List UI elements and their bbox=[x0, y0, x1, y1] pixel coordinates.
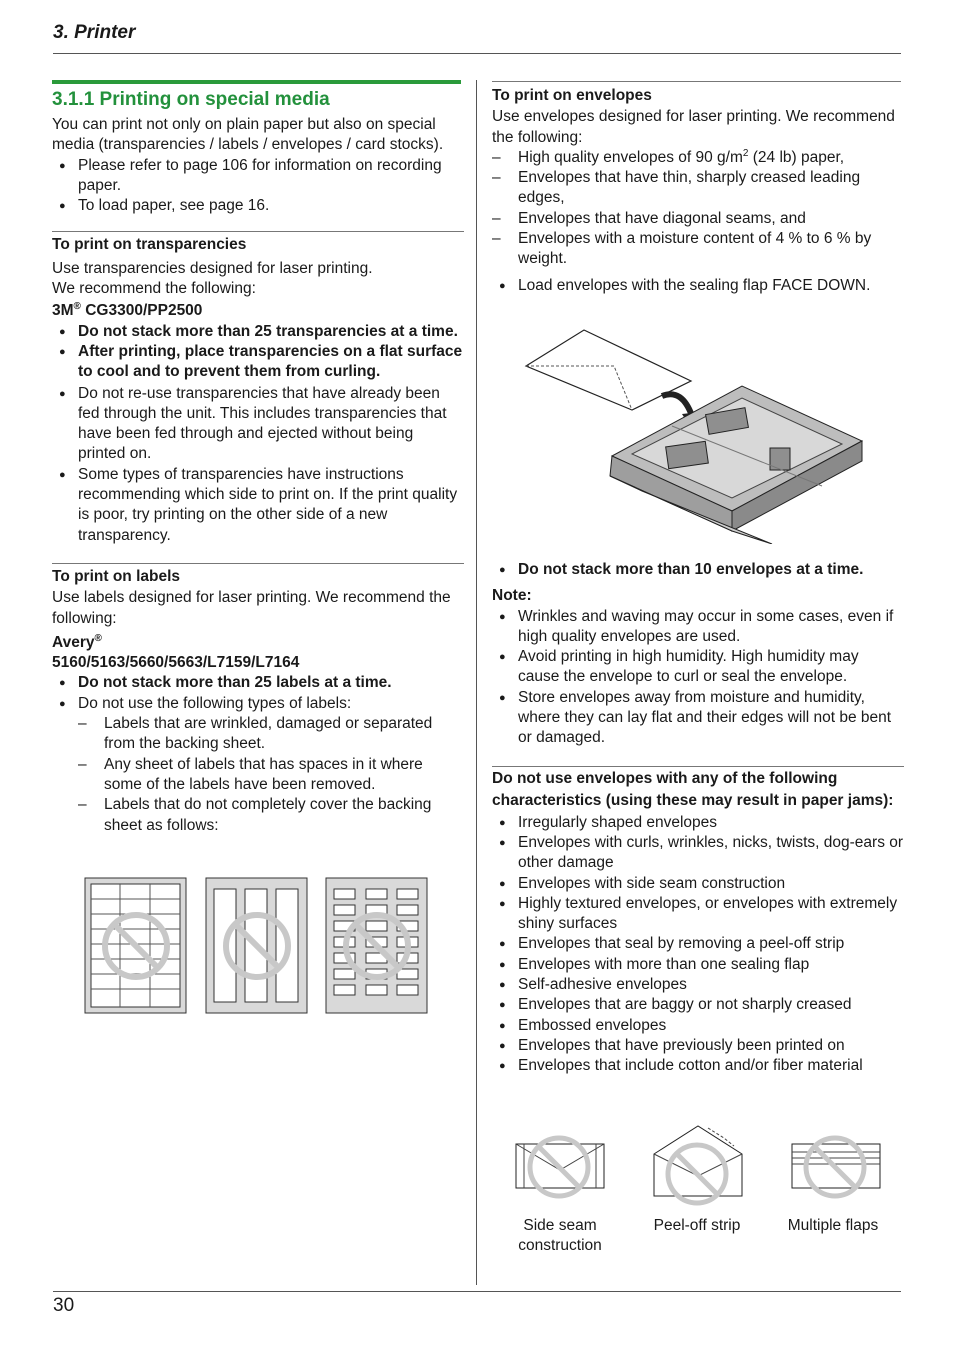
chapter-title: 3. Printer bbox=[53, 22, 136, 43]
transparency-bullet: ● Some types of transparencies have instructions recommending which side to print on. If the print quality is poor, try printing on the other side of a new transparency. bbox=[52, 465, 464, 546]
header-rule bbox=[53, 53, 901, 54]
label-sheet-grid-icon bbox=[85, 878, 186, 1013]
avoid-item: ● Envelopes with more than one sealing flap bbox=[492, 955, 904, 975]
avoid-item: ● Envelopes with curls, wrinkles, nicks, twists, dog-ears or other damage bbox=[492, 833, 904, 874]
left-column bbox=[52, 88, 464, 836]
envelopes-heading: To print on envelopes bbox=[492, 87, 652, 104]
stack-envelope-bullet: ● Do not stack more than 10 envelopes at a time. bbox=[492, 560, 904, 580]
dash-text: (24 lb) paper, bbox=[748, 148, 845, 166]
intro-bullets bbox=[52, 156, 464, 217]
product-model: CG3300/PP2500 bbox=[80, 302, 203, 320]
right-column-notes bbox=[492, 560, 904, 1077]
section-title: 3.1.1 Printing on special media bbox=[52, 89, 330, 110]
transparency-bold-bullet: ● Do not stack more than 25 transparencies at a time. bbox=[52, 322, 464, 342]
labels-dash-item: – Labels that do not completely cover the backing sheet as follows: bbox=[52, 795, 464, 836]
transparencies-text: Use transparencies designed for laser printing. bbox=[52, 259, 373, 277]
note-list bbox=[492, 607, 904, 749]
transparency-bullets bbox=[52, 322, 464, 546]
envelope-dash-item: – Envelopes that have thin, sharply creased leading edges, bbox=[492, 168, 904, 209]
avoid-item: ● Envelopes with side seam construction bbox=[492, 874, 904, 894]
avoid-heading: Do not use envelopes with any of the following characteristics (using these may result in paper jams): bbox=[492, 769, 894, 809]
registered-mark: ® bbox=[94, 632, 102, 644]
note-heading: Note: bbox=[492, 587, 532, 605]
note-item: ● Avoid printing in high humidity. High humidity may cause the envelope to curl or seal the envelope. bbox=[492, 647, 904, 688]
transparencies-heading: To print on transparencies bbox=[52, 236, 247, 254]
note-item: ● Store envelopes away from moisture and humidity, where they can lay flat and their edges will not be bent or damaged. bbox=[492, 688, 904, 749]
side-seam-envelope-icon bbox=[516, 1138, 604, 1196]
section-bar bbox=[52, 80, 461, 84]
transparencies-recommend: We recommend the following: bbox=[52, 280, 256, 298]
avoid-item: ● Irregularly shaped envelopes bbox=[492, 813, 904, 833]
label-sheet-columns-icon bbox=[206, 878, 307, 1013]
avoid-item: ● Highly textured envelopes, or envelopes with extremely shiny surfaces bbox=[492, 894, 904, 935]
avoid-item: ● Embossed envelopes bbox=[492, 1016, 904, 1036]
right-top-rule bbox=[492, 81, 901, 82]
envelope-dash-item bbox=[492, 148, 904, 168]
tray-icon bbox=[610, 386, 862, 544]
labels-product bbox=[52, 633, 464, 653]
superscript: 2 bbox=[742, 147, 749, 159]
caption-multiple-flaps: Multiple flaps bbox=[787, 1217, 879, 1234]
avoid-item: ● Envelopes that are baggy or not sharply creased bbox=[492, 995, 904, 1015]
column-divider bbox=[476, 80, 477, 1285]
envelope-dash-item: – Envelopes with a moisture content of 4 % to 6 % by weight. bbox=[492, 229, 904, 270]
labels-bullet: ● Do not use the following types of labels: bbox=[52, 694, 464, 714]
product-brand: 3M bbox=[52, 302, 74, 320]
labels-heading: To print on labels bbox=[52, 567, 181, 585]
registered-mark: ® bbox=[73, 301, 81, 313]
label-sheets-illustration bbox=[84, 877, 429, 1015]
labels-bold-bullet: ● Do not stack more than 25 labels at a time. bbox=[52, 673, 464, 693]
dash-text: High quality envelopes of 90 g/m bbox=[518, 148, 743, 166]
separator bbox=[52, 563, 464, 564]
right-column-top bbox=[492, 86, 904, 296]
envelopes-text: Use envelopes designed for laser printing. We recommend the following: bbox=[492, 108, 895, 146]
transparency-product bbox=[52, 301, 464, 321]
intro-bullet: ● Please refer to page 106 for information on recording paper. bbox=[52, 156, 464, 197]
avoid-item: ● Envelopes that have previously been printed on bbox=[492, 1036, 904, 1056]
intro-bullet: ● To load paper, see page 16. bbox=[52, 196, 464, 216]
footer-rule bbox=[53, 1291, 901, 1292]
intro-text: You can print not only on plain paper but also on special media (transparencies / labels / envelopes / card stocks). bbox=[52, 116, 444, 154]
separator bbox=[52, 231, 464, 232]
stack-bullets bbox=[492, 560, 904, 580]
paper-tray-illustration bbox=[522, 326, 866, 544]
multiple-flaps-envelope-icon bbox=[792, 1138, 880, 1196]
load-envelope-bullet: ● Load envelopes with the sealing flap FACE DOWN. bbox=[492, 276, 904, 296]
transparency-bullet: ● Do not re-use transparencies that have already been fed through the unit. This includes transparencies that have been fed through and ejected without being printed on. bbox=[52, 384, 464, 465]
caption-side-seam: Side seam construction bbox=[518, 1217, 602, 1255]
transparency-bold-bullet: ● After printing, place transparencies on a flat surface to cool and to prevent them from curling. bbox=[52, 342, 464, 383]
peel-off-strip-envelope-icon bbox=[654, 1126, 742, 1203]
avoid-item: ● Envelopes that include cotton and/or fiber material bbox=[492, 1056, 904, 1076]
envelope-recommend-list bbox=[492, 148, 904, 296]
labels-models: 5160/5163/5660/5663/L7159/L7164 bbox=[52, 654, 300, 672]
envelope-icon bbox=[526, 330, 691, 410]
labels-dash-item: – Labels that are wrinkled, damaged or separated from the backing sheet. bbox=[52, 714, 464, 755]
labels-bullets bbox=[52, 673, 464, 835]
avoid-item: ● Envelopes that seal by removing a peel-off strip bbox=[492, 934, 904, 954]
envelope-dash-item: – Envelopes that have diagonal seams, and bbox=[492, 209, 904, 229]
envelope-types-illustration bbox=[510, 1124, 890, 1208]
separator bbox=[492, 766, 904, 767]
page-number: 30 bbox=[53, 1295, 75, 1316]
product-brand: Avery bbox=[52, 633, 95, 651]
labels-text: Use labels designed for laser printing. We recommend the following: bbox=[52, 589, 451, 627]
labels-dash-item: – Any sheet of labels that has spaces in it where some of the labels have been removed. bbox=[52, 755, 464, 796]
avoid-item: ● Self-adhesive envelopes bbox=[492, 975, 904, 995]
note-item: ● Wrinkles and waving may occur in some cases, even if high quality envelopes are used. bbox=[492, 607, 904, 648]
caption-peel-off-strip: Peel-off strip bbox=[653, 1217, 741, 1234]
label-sheet-small-labels-icon bbox=[326, 878, 427, 1013]
avoid-list bbox=[492, 813, 904, 1077]
